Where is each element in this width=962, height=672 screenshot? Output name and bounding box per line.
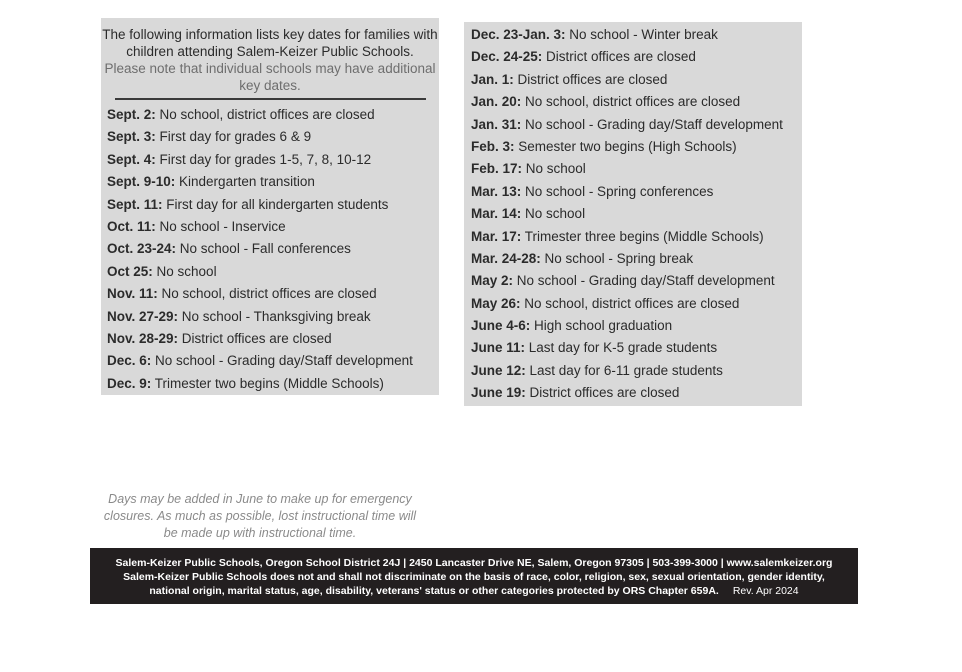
intro-block [101,18,439,100]
date-item [471,382,783,404]
date-description: No school - Grading day/Staff development [521,116,783,132]
date-label: Nov. 11: [107,286,158,302]
date-label: Dec. 6: [107,353,152,369]
date-label: Mar. 24-28: [471,250,541,266]
date-description: No school - Inservice [155,218,286,234]
date-item [471,91,783,113]
date-item [107,328,413,350]
date-item [471,203,783,225]
date-item [471,293,783,315]
date-description: Last day for 6-11 grade students [525,362,723,378]
date-label: Mar. 13: [471,183,522,199]
date-label: Feb. 3: [471,138,515,154]
date-item [471,181,783,203]
footer-contact-line: Salem-Keizer Public Schools, Oregon School District 24J | 2450 Lancaster Drive NE, Salem, Oregon 97305 | 503-399-3000 | www.salemkeizer.org [115,557,833,569]
date-label: June 12: [471,362,526,378]
date-description: No school - Grading day/Staff development [151,353,413,369]
date-label: Oct 25: [107,263,153,279]
divider [115,98,426,100]
date-description: No school - Thanksgiving break [178,308,371,324]
date-item [471,270,783,292]
date-label: Oct. 11: [107,218,156,234]
date-label: Sept. 2: [107,107,156,122]
date-description: No school, district offices are closed [155,107,375,122]
makeup-days-note: Days may be added in June to make up for emergency closures. As much as possible, lost instructional time will be made up with instructional time. [103,492,417,540]
date-description: Semester two begins (High Schools) [514,138,737,154]
footer [90,548,858,604]
key-dates-panel-left [101,18,439,395]
date-item [107,261,413,283]
date-item [471,69,783,91]
date-label: May 2: [471,273,514,289]
date-item [471,226,783,248]
date-label: Jan. 1: [471,71,514,87]
date-item [471,46,783,68]
date-label: Mar. 17: [471,228,522,244]
date-description: First day for grades 6 & 9 [155,129,312,145]
date-description: No school [152,263,217,279]
date-item [107,238,413,260]
date-item [107,306,413,328]
footer-nondiscrimination-line-2 [90,584,858,598]
date-label: June 11: [471,340,526,356]
date-item [471,158,783,180]
date-item [107,194,413,216]
date-item [471,114,783,136]
date-description: District offices are closed [178,330,332,346]
date-item [471,248,783,270]
date-description: District offices are closed [525,385,680,401]
date-list-right [471,24,783,405]
date-item [471,360,783,382]
date-item [471,136,783,158]
date-description: First day for grades 1-5, 7, 8, 10-12 [155,151,372,167]
date-description: No school - Winter break [565,27,718,42]
date-label: June 4-6: [471,318,531,334]
date-list-left [107,104,413,395]
date-description: Last day for K-5 grade students [525,340,718,356]
date-label: Nov. 27-29: [107,308,179,324]
key-dates-panel-right [464,22,802,406]
date-description: District offices are closed [542,49,696,65]
date-description: No school - Grading day/Staff development [513,273,775,289]
date-item [107,149,413,171]
date-label: Sept. 4: [107,151,156,167]
date-description: No school, district offices are closed [521,94,741,110]
date-description: No school - Spring conferences [521,183,714,199]
date-label: Sept. 3: [107,129,156,145]
date-label: Mar. 14: [471,206,522,222]
date-label: June 19: [471,385,526,401]
date-item [107,350,413,372]
footer-nondiscrimination-line: Salem-Keizer Public Schools does not and shall not discriminate on the basis of race, color, religion, sex, sexual orientation, gender identity, [123,571,825,583]
revision-date: Rev. Apr 2024 [732,585,799,597]
date-label: Dec. 24-25: [471,49,543,65]
date-label: Dec. 9: [107,375,152,391]
footer-line-3: national origin, marital status, age, disability, veterans' status or other categories protected by ORS Chapter 659A. [149,585,719,597]
date-item [107,171,413,193]
date-description: First day for all kindergarten students [162,196,389,212]
date-item [107,283,413,305]
date-description: No school [522,161,586,177]
date-item [107,373,413,395]
date-description: District offices are closed [513,71,668,87]
date-label: Sept. 11: [107,196,163,212]
date-item [471,337,783,359]
date-item [471,24,783,46]
date-label: Oct. 23-24: [107,241,177,257]
date-label: Jan. 31: [471,116,522,132]
date-item [107,216,413,238]
date-label: Nov. 28-29: [107,330,179,346]
date-description: Trimester three begins (Middle Schools) [521,228,764,244]
date-label: Feb. 17: [471,161,523,177]
date-description: No school, district offices are closed [157,286,377,302]
date-label: Sept. 9-10: [107,174,176,190]
date-description: No school - Fall conferences [176,241,351,257]
date-label: Dec. 23-Jan. 3: [471,27,566,42]
date-description: No school, district offices are closed [520,295,740,311]
date-label: May 26: [471,295,521,311]
date-description: Kindergarten transition [175,174,315,190]
date-description: High school graduation [530,318,673,334]
date-label: Jan. 20: [471,94,522,110]
date-item [107,104,413,126]
date-item [107,126,413,148]
intro-note: Please note that individual schools may have additional key dates. [104,61,436,93]
date-description: No school - Spring break [540,250,694,266]
intro-text: The following information lists key dates for families with children attending Salem-Keizer Public Schools. [102,27,438,59]
date-description: Trimester two begins (Middle Schools) [151,375,384,391]
date-item [471,315,783,337]
date-description: No school [521,206,586,222]
